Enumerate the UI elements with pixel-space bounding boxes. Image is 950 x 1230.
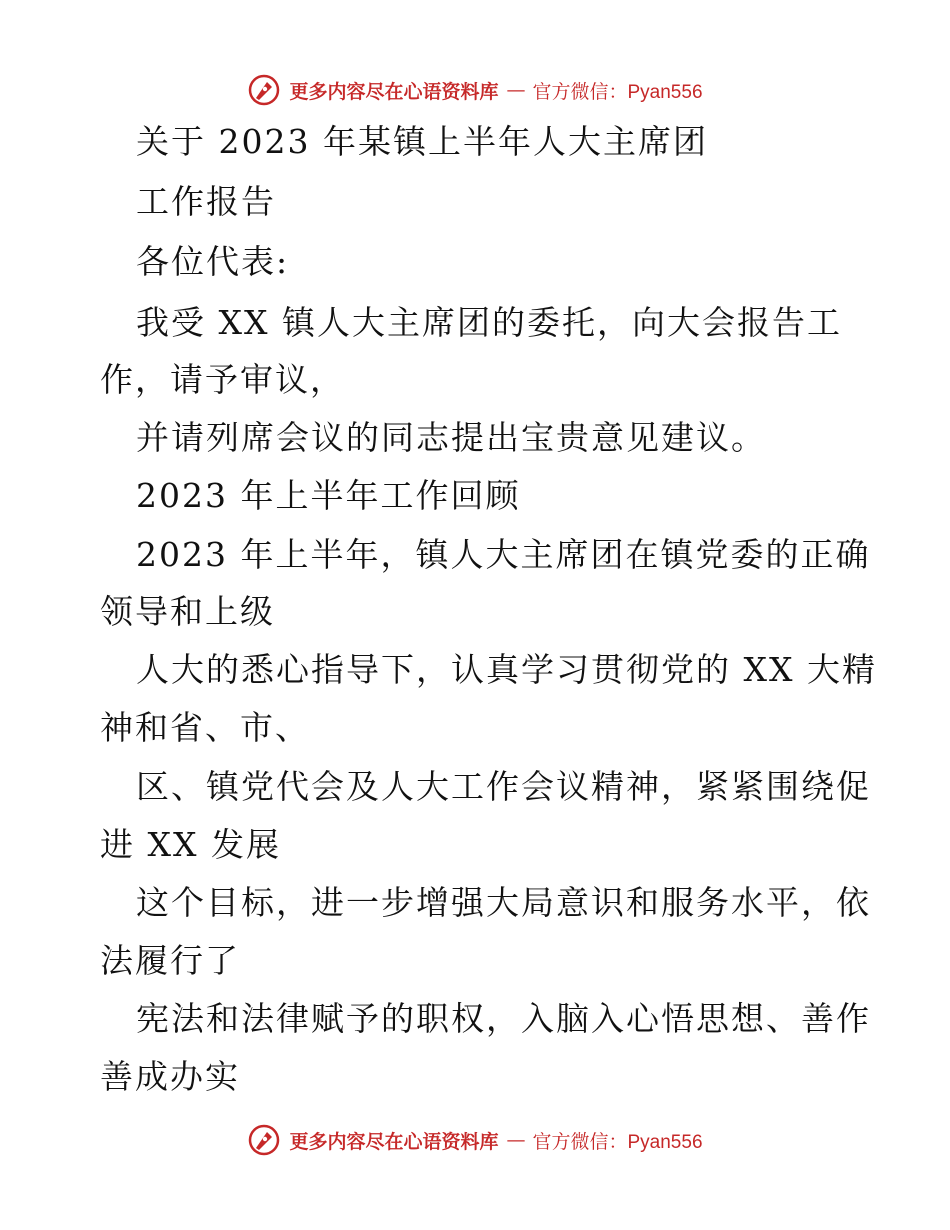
paragraph-line: 领导和上级 [100,592,275,631]
paragraph-line: 神和省、市、 [100,708,310,747]
watermark-text: 更多内容尽在心语资料库 [289,1130,499,1153]
paragraph-line: 这个目标，进一步增强大局意识和服务水平，依 [136,883,871,922]
pen-nib-circle-icon [247,1123,281,1157]
pen-nib-circle-icon [247,73,281,107]
watermark-banner-top [0,70,950,110]
section-heading: 2023 年上半年工作回顾 [136,476,521,515]
watermark-banner-bottom [0,1120,950,1160]
watermark-separator: — [506,1129,525,1151]
watermark-contact: 官方微信：Pyan556 [532,81,703,103]
watermark-text: 更多内容尽在心语资料库 [289,80,499,103]
paragraph-line: 法履行了 [100,941,240,980]
watermark-contact: 官方微信：Pyan556 [532,1131,703,1153]
watermark-separator: — [506,79,525,101]
paragraph-line: 作，请予审议， [100,360,345,399]
document-title-line-1: 关于 2023 年某镇上半年人大主席团 [136,122,708,161]
paragraph-line: 人大的悉心指导下，认真学习贯彻党的 XX 大精 [136,650,877,689]
paragraph-line: 2023 年上半年，镇人大主席团在镇党委的正确 [136,535,871,574]
paragraph-line: 区、镇党代会及人大工作会议精神，紧紧围绕促 [136,767,871,806]
paragraph-line: 宪法和法律赋予的职权，入脑入心悟思想、善作 [136,999,871,1038]
paragraph-line: 进 XX 发展 [100,825,281,864]
paragraph-line: 我受 XX 镇人大主席团的委托，向大会报告工 [136,303,842,342]
document-title-line-2: 工作报告 [136,182,276,221]
paragraph-line: 并请列席会议的同志提出宝贵意见建议。 [136,418,766,457]
salutation: 各位代表: [136,242,290,281]
paragraph-line: 善成办实 [100,1057,240,1096]
